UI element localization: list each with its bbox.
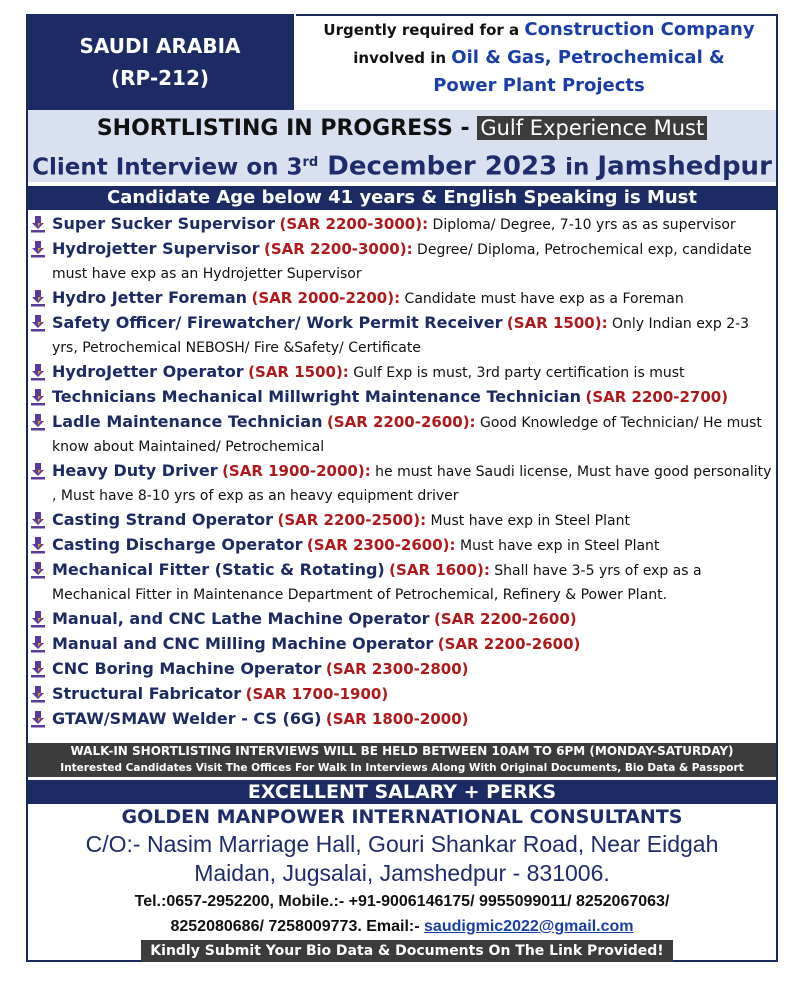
client-in: in	[557, 154, 598, 181]
list-item	[30, 707, 776, 732]
job-description: Good Knowledge of Technician/ He must know about Maintained/ Petrochemical	[52, 415, 762, 455]
client-sup: rd	[302, 155, 319, 170]
list-item	[30, 558, 776, 607]
req-sectors: Oil & Gas, Petrochemical &	[451, 47, 725, 68]
client-interview-line	[28, 146, 776, 185]
list-item	[30, 410, 776, 459]
job-salary: (SAR 1900-2000):	[222, 462, 371, 480]
list-item	[30, 311, 776, 360]
job-title: Hydro Jetter Foreman	[52, 288, 248, 307]
reference-code: (RP-212)	[110, 66, 210, 90]
job-salary: (SAR 2200-3000):	[263, 240, 413, 258]
job-title: Ladle Maintenance Technician	[52, 412, 323, 431]
shortlisting-text: SHORTLISTING IN PROGRESS -	[96, 116, 478, 141]
client-city: Jamshedpur	[597, 151, 772, 182]
address-line2: Maidan, Jugsalai, Jamshedpur - 831006.	[194, 860, 610, 886]
address-line1: C/O:- Nasim Marriage Hall, Gouri Shankar Road, Near Eidgah	[85, 831, 719, 857]
down-arrow-bullet-icon	[30, 710, 46, 728]
job-salary: (SAR 2200-3000):	[279, 215, 429, 233]
company-name: GOLDEN MANPOWER INTERNATIONAL CONSULTANTS	[121, 806, 683, 828]
job-salary: (SAR 2300-2600):	[306, 536, 456, 554]
down-arrow-bullet-icon	[30, 685, 46, 703]
country-box	[26, 14, 296, 110]
shortlisting-banner	[28, 110, 776, 182]
requirement-text	[300, 16, 778, 110]
list-item	[30, 657, 776, 682]
job-salary: (SAR 1500):	[506, 314, 608, 332]
down-arrow-bullet-icon	[30, 635, 46, 653]
job-title: Technicians Mechanical Millwright Maintenance Technician	[52, 387, 582, 406]
contact-info	[28, 889, 776, 939]
job-title: Manual and CNC Milling Machine Operator	[52, 634, 434, 653]
job-title: GTAW/SMAW Welder - CS (6G)	[52, 709, 322, 728]
list-item	[30, 533, 776, 558]
job-description: Candidate must have exp as a Foreman	[400, 291, 684, 307]
req-prefix: Urgently required for a	[323, 21, 525, 39]
down-arrow-bullet-icon	[30, 363, 46, 381]
job-title: Casting Discharge Operator	[52, 535, 303, 554]
down-arrow-bullet-icon	[30, 314, 46, 332]
gulf-experience-tag: Gulf Experience Must	[477, 116, 707, 140]
job-salary: (SAR 2200-2500):	[277, 511, 427, 529]
job-title: Heavy Duty Driver	[52, 461, 218, 480]
country-label: SAUDI ARABIA	[79, 34, 241, 58]
job-salary: (SAR 1700-1900)	[245, 685, 389, 703]
client-date: December 2023	[318, 151, 558, 182]
job-description: Only Indian exp 2-3 yrs, Petrochemical NEBOSH/ Fire &Safety/ Certificate	[52, 316, 750, 356]
job-salary: (SAR 2200-2700)	[585, 388, 729, 406]
job-salary: (SAR 1800-2000)	[325, 710, 469, 728]
req-involved: involved in	[353, 49, 452, 67]
client-prefix: Client Interview on 3	[32, 154, 303, 181]
age-requirement-bar: Candidate Age below 41 years & English Speaking is Must	[28, 186, 776, 210]
job-description: Must have exp in Steel Plant	[455, 538, 660, 554]
list-item	[30, 607, 776, 632]
down-arrow-bullet-icon	[30, 240, 46, 258]
list-item	[30, 360, 776, 385]
job-description: he must have Saudi license, Must have good personality , Must have 8-10 yrs of exp as an heavy equipment driver	[52, 464, 772, 504]
job-salary: (SAR 1600):	[389, 561, 490, 579]
req-projects: Power Plant Projects	[433, 75, 645, 96]
list-item	[30, 682, 776, 707]
down-arrow-bullet-icon	[30, 215, 46, 233]
job-salary: (SAR 1500):	[248, 363, 349, 381]
job-title: Super Sucker Supervisor	[52, 214, 276, 233]
down-arrow-bullet-icon	[30, 561, 46, 579]
list-item	[30, 385, 776, 410]
job-description: Degree/ Diploma, Petrochemical exp, candidate must have exp as an Hydrojetter Supervisor	[52, 242, 752, 282]
down-arrow-bullet-icon	[30, 660, 46, 678]
list-item	[30, 459, 776, 508]
job-description: Gulf Exp is must, 3rd party certification is must	[348, 365, 685, 381]
address	[28, 830, 776, 888]
down-arrow-bullet-icon	[30, 536, 46, 554]
down-arrow-bullet-icon	[30, 388, 46, 406]
job-salary: (SAR 2300-2800)	[325, 660, 469, 678]
job-salary: (SAR 2200-2600)	[434, 610, 577, 628]
job-title: Casting Strand Operator	[52, 510, 274, 529]
job-title: Manual, and CNC Lathe Machine Operator	[52, 609, 430, 628]
submit-note: Kindly Submit Your Bio Data & Documents On The Link Provided!	[141, 940, 673, 962]
job-title: Structural Fabricator	[52, 684, 242, 703]
down-arrow-bullet-icon	[30, 462, 46, 480]
job-description: Shall have 3-5 yrs of exp as a Mechanical Fitter in Maintenance Department of Petrochemical, Refinery & Power Plant.	[52, 563, 702, 603]
down-arrow-bullet-icon	[30, 511, 46, 529]
list-item	[30, 632, 776, 657]
walkin-line1: WALK-IN SHORTLISTING INTERVIEWS WILL BE HELD BETWEEN 10AM TO 6PM (MONDAY-SATURDAY)	[70, 744, 734, 758]
shortlisting-line	[28, 112, 776, 145]
job-title: CNC Boring Machine Operator	[52, 659, 322, 678]
down-arrow-bullet-icon	[30, 289, 46, 307]
salary-perks-bar: EXCELLENT SALARY + PERKS	[28, 780, 776, 804]
job-title: HydroJetter Operator	[52, 362, 244, 381]
list-item	[30, 212, 776, 237]
job-salary: (SAR 2200-2600):	[326, 413, 476, 431]
contact-line2: 8252080686/ 7258009773. Email:-	[170, 918, 425, 935]
walkin-line2: Interested Candidates Visit The Offices For Walk In Interviews Along With Original Documents, Bio Data & Passport	[60, 762, 744, 774]
down-arrow-bullet-icon	[30, 413, 46, 431]
req-company: Construction Company	[524, 19, 755, 40]
job-title: Mechanical Fitter (Static & Rotating)	[52, 560, 385, 579]
job-description: Must have exp in Steel Plant	[426, 513, 630, 529]
header	[26, 14, 778, 110]
job-salary: (SAR 2200-2600)	[437, 635, 581, 653]
job-salary: (SAR 2000-2200):	[251, 289, 401, 307]
down-arrow-bullet-icon	[30, 610, 46, 628]
walkin-notice	[28, 743, 776, 777]
job-list	[30, 212, 776, 732]
email-link[interactable]: saudigmic2022@gmail.com	[424, 918, 634, 935]
contact-line1: Tel.:0657-2952200, Mobile.:- +91-9006146175/ 9955099011/ 8252067063/	[134, 893, 670, 910]
job-description: Diploma/ Degree, 7-10 yrs as as supervisor	[428, 217, 736, 233]
list-item	[30, 508, 776, 533]
job-title: Hydrojetter Supervisor	[52, 239, 260, 258]
list-item	[30, 286, 776, 311]
job-title: Safety Officer/ Firewatcher/ Work Permit Receiver	[52, 313, 503, 332]
list-item	[30, 237, 776, 286]
